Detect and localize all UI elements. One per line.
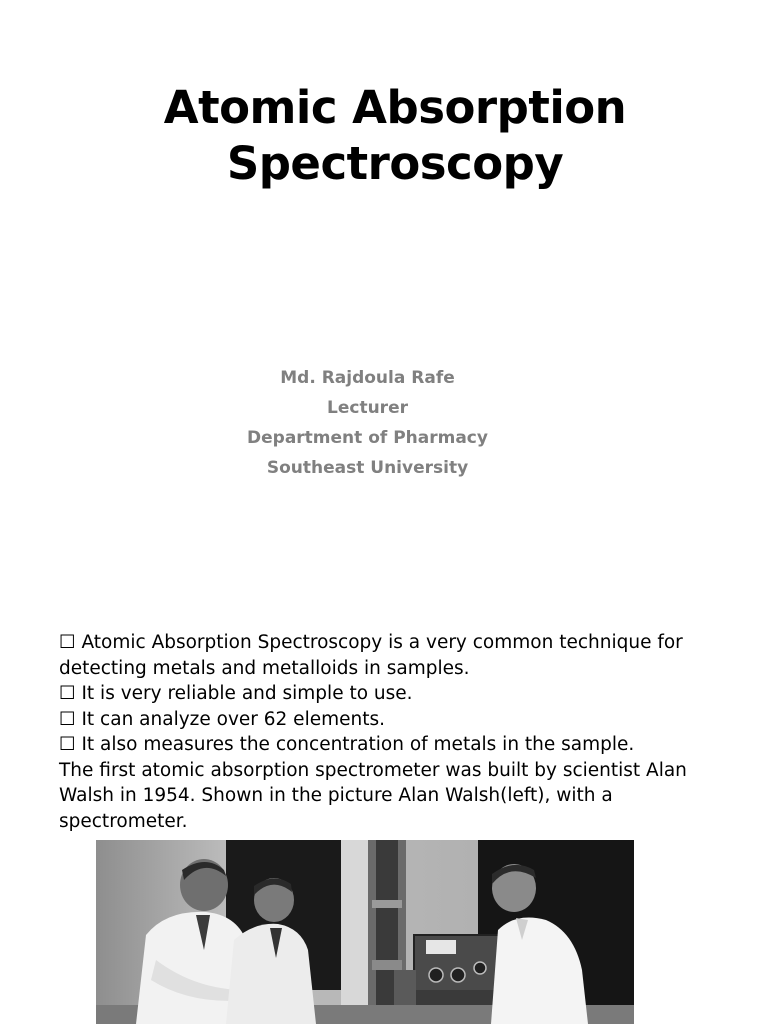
body-line: ☐ It also measures the concentration of metals in the sample.	[59, 734, 635, 755]
spectrometer-photo	[96, 840, 634, 1024]
body-line: ☐ It can analyze over 62 elements.	[59, 708, 385, 730]
author-block	[0, 363, 735, 483]
body-text	[59, 630, 739, 834]
body-line: Walsh in 1954. Shown in the picture Alan Walsh(left), with a	[59, 785, 613, 806]
author-name: Md. Rajdoula Rafe	[280, 368, 455, 388]
title-line-2: Spectroscopy	[226, 137, 564, 190]
body-line: The first atomic absorption spectrometer was built by scientist Alan	[59, 759, 687, 781]
title-line-1: Atomic Absorption	[163, 81, 627, 134]
body-line: ☐ Atomic Absorption Spectroscopy is a very common technique for	[59, 632, 683, 653]
body-line: spectrometer.	[59, 810, 188, 832]
page-title	[0, 80, 768, 192]
author-university: Southeast University	[266, 458, 469, 478]
author-position: Lecturer	[327, 398, 408, 418]
body-line: detecting metals and metalloids in samples.	[59, 657, 470, 679]
body-line: ☐ It is very reliable and simple to use.	[59, 683, 413, 704]
author-department: Department of Pharmacy	[247, 428, 488, 448]
photo-alan-walsh-spectrometer-icon	[96, 840, 634, 1024]
